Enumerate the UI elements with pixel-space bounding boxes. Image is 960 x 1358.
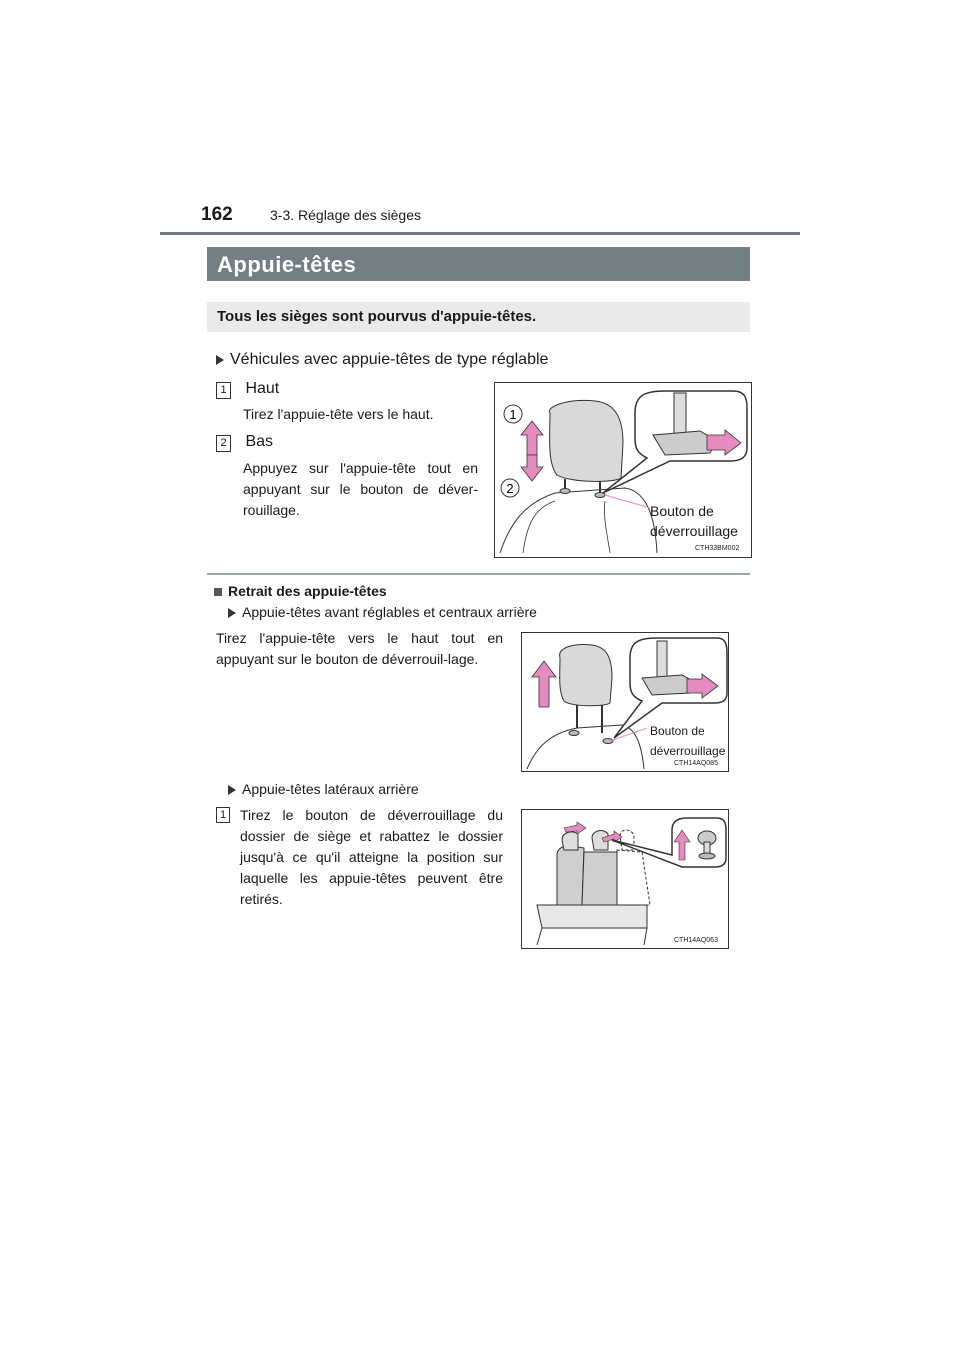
release-label-2-line1: Bouton de <box>650 724 705 738</box>
front-heading-text: Appuie-têtes avant réglables et centraux arrière <box>242 604 537 620</box>
step-number-2: 2 <box>216 435 231 452</box>
figure-code-2: CTH14AQ085 <box>674 760 718 767</box>
figure-headrest-adjust <box>494 382 752 558</box>
rear-seat-illustration <box>522 810 728 948</box>
release-label-line1: Bouton de <box>650 503 714 519</box>
step-1-label: Haut <box>245 380 280 397</box>
triangle-bullet-icon <box>216 355 224 365</box>
side-text: Tirez le bouton de déverrouillage du dossier de siège et rabattez le dossier jusqu'à ce qu'il atteigne la position sur laquelle les appuie-têtes peuvent être retirés. <box>240 807 503 907</box>
square-bullet-icon <box>214 588 222 596</box>
front-text: Tirez l'appuie-tête vers le haut tout en appuyant sur le bouton de déverrouil-lage. <box>216 630 503 667</box>
adjustable-heading <box>216 351 548 369</box>
release-button-label <box>650 501 738 541</box>
intro-box <box>207 302 750 332</box>
header-rule <box>160 232 800 235</box>
release-button-label-2 <box>650 721 725 761</box>
adjustable-heading-text: Véhicules avec appuie-têtes de type réglable <box>230 351 549 368</box>
side-step-number: 1 <box>216 807 230 823</box>
removal-heading-text: Retrait des appuie-têtes <box>228 583 387 599</box>
fig-marker-1: 1 <box>509 407 517 422</box>
step-number-1: 1 <box>216 382 231 399</box>
fig-marker-2: 2 <box>506 481 514 496</box>
step-2-text: Appuyez sur l'appuie-tête tout en appuyant sur le bouton de déver-rouillage. <box>243 460 478 518</box>
intro-text: Tous les sièges sont pourvus d'appuie-têtes. <box>217 308 537 325</box>
section-title: Appuie-têtes <box>217 252 357 277</box>
down-arrow-icon <box>521 455 543 481</box>
release-label-line2: déverrouillage <box>650 523 738 539</box>
figure-front-removal <box>521 632 729 772</box>
up-arrow-icon <box>532 661 556 707</box>
side-heading <box>228 781 419 797</box>
triangle-bullet-icon <box>228 608 236 618</box>
triangle-bullet-icon <box>228 785 236 795</box>
chapter-title: 3-3. Réglage des sièges <box>270 207 421 223</box>
section-banner <box>207 247 750 281</box>
step-1-text: Tirez l'appuie-tête vers le haut. <box>243 406 434 422</box>
up-arrow-icon <box>521 421 543 455</box>
figure-side-removal <box>521 809 729 949</box>
side-heading-text: Appuie-têtes latéraux arrière <box>242 781 419 797</box>
side-step-1-marker <box>216 805 230 823</box>
page-number: 162 <box>201 204 233 225</box>
step-1-title <box>216 380 279 399</box>
step-2-label: Bas <box>245 433 274 450</box>
figure-code: CTH33BM002 <box>695 545 740 552</box>
removal-heading <box>214 583 387 599</box>
front-heading <box>228 604 537 620</box>
step-2-title <box>216 433 273 452</box>
figure-code-3: CTH14AQ063 <box>674 937 718 944</box>
release-label-2-line2: déverrouillage <box>650 744 726 758</box>
section-separator <box>207 573 750 575</box>
